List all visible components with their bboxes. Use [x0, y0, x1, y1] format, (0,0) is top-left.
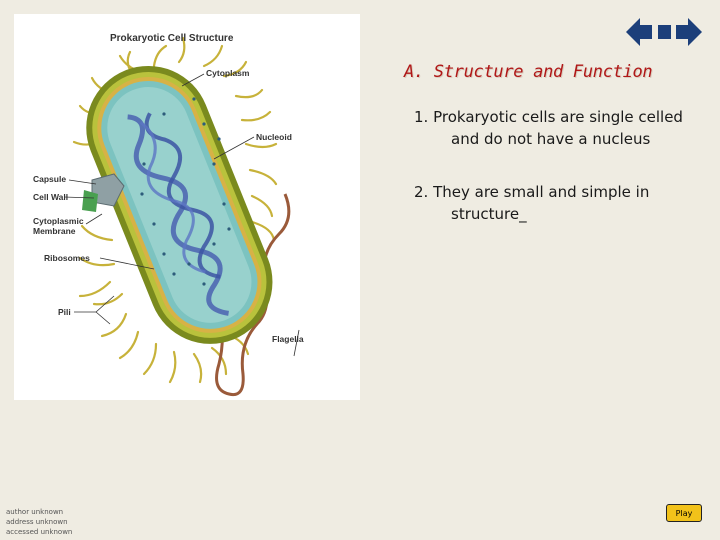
label-pili: Pili [58, 307, 71, 317]
label-flagella: Flagella [272, 334, 304, 344]
label-nucleoid: Nucleoid [256, 132, 292, 142]
nav-controls [624, 14, 704, 50]
diagram-title: Prokaryotic Cell Structure [110, 33, 234, 44]
label-cytoplasm: Cytoplasm [206, 68, 250, 78]
point-number: 2. [414, 183, 429, 201]
image-credit [6, 507, 72, 537]
play-button[interactable]: Play [666, 504, 702, 522]
credit-accessed: accessed unknown [6, 528, 73, 536]
back-arrow-icon[interactable] [626, 18, 652, 46]
bullet-point-2 [414, 181, 684, 225]
prokaryotic-cell-diagram [14, 14, 360, 400]
bullet-point-1 [414, 106, 684, 150]
credit-address: address unknown [6, 518, 68, 526]
label-cell-wall: Cell Wall [33, 192, 69, 202]
point-text: They are small and simple in structure_ [433, 183, 650, 223]
label-cytoplasmic: Cytoplasmic [33, 216, 84, 226]
home-square-icon[interactable] [658, 25, 671, 39]
point-number: 1. [414, 108, 429, 126]
slide-heading: A. Structure and Function [404, 62, 653, 82]
cell-illustration [14, 14, 360, 400]
credit-author: author unknown [6, 508, 64, 516]
label-ribosomes: Ribosomes [44, 253, 90, 263]
point-text: Prokaryotic cells are single celled and do not have a nucleus [433, 108, 683, 148]
label-membrane: Membrane [33, 226, 76, 236]
label-capsule: Capsule [33, 174, 67, 184]
forward-arrow-icon[interactable] [676, 18, 702, 46]
